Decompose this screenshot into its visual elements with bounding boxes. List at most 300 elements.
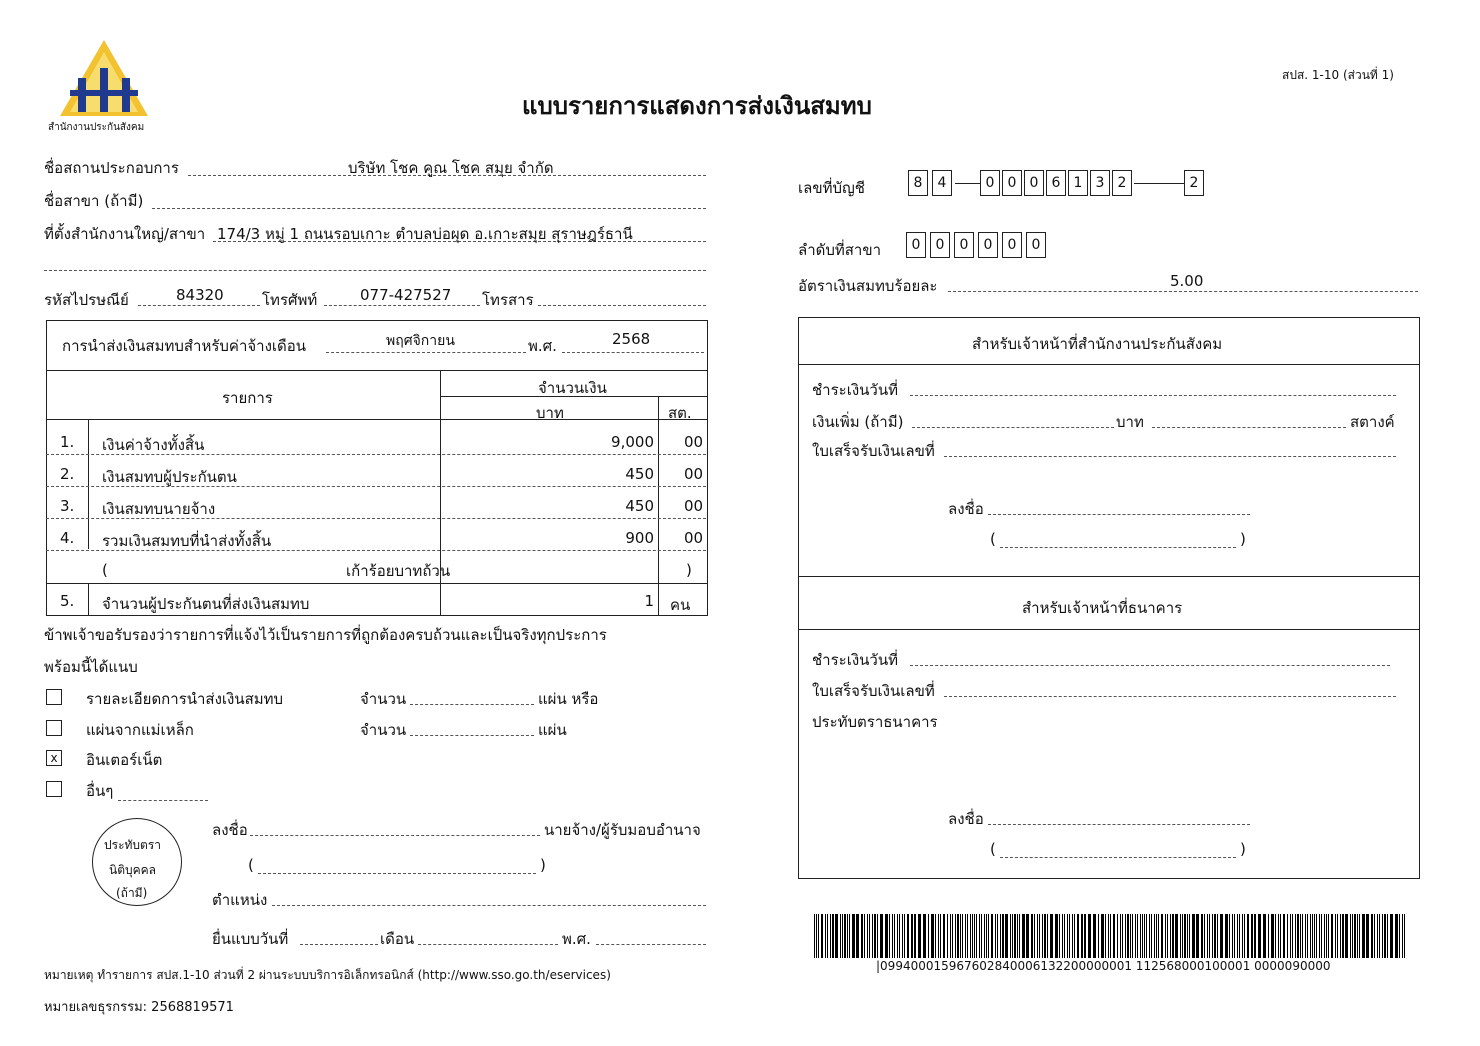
barcode-bar [1251,914,1253,958]
barcode-bar [844,914,846,958]
month-line [326,352,526,353]
account-digit: 0 [1024,170,1044,196]
barcode-bar [904,914,905,958]
barcode-bar [869,914,870,958]
barcode-bar [1359,914,1360,958]
barcode-bar [1044,914,1046,958]
stamp-line-2: นิติบุคคล [109,863,157,877]
barcode-bar [1165,914,1166,958]
barcode-bar [923,914,926,958]
account-digit: 2 [1112,170,1132,196]
barcode-bar [1151,914,1152,958]
barcode-bar [1047,914,1048,958]
row-dots [46,454,706,455]
barcode-bar [952,914,953,958]
barcode-bar [1140,914,1141,958]
bank-paid-line [910,665,1390,666]
barcode-bar [856,914,859,958]
bank-paren-open: ( [990,840,996,858]
row-2-label: เงินสมทบผู้ประกันตน [102,468,237,486]
barcode-bar [816,914,817,958]
barcode-bar [950,914,951,958]
phone-value: 077-427527 [360,286,452,304]
form-code: สปส. 1-10 (ส่วนที่ 1) [1282,68,1394,82]
barcode-bar [1314,914,1315,958]
sso-sign-line [988,514,1250,515]
barcode-bar [1290,914,1291,958]
barcode-bar [1217,914,1218,958]
barcode-bar [1319,914,1320,958]
barcode-bar [1093,914,1096,958]
barcode-bar [1010,914,1011,958]
attach-other-line [118,800,208,801]
barcode-bar [894,914,895,958]
fax-label: โทรสาร [482,291,534,309]
col-amount-header: จำนวนเงิน [538,379,607,397]
barcode-bar [1292,914,1293,958]
barcode-bar [1108,914,1109,958]
barcode-bar [938,914,939,958]
barcode-bar [1069,914,1070,958]
barcode-bar [1180,914,1181,958]
barcode-bar [1268,914,1269,958]
attach-other-label: อื่นๆ [86,782,114,800]
table-rule [88,583,89,615]
sso-surcharge-label: เงินเพิ่ม (ถ้ามี) [812,413,904,431]
barcode-bar [1239,914,1240,958]
barcode-bar [1012,914,1013,958]
insured-unit: คน [670,596,691,614]
barcode-bar [1297,914,1299,958]
barcode-bar [827,914,828,958]
barcode-bar [1310,914,1311,958]
account-digit: 1 [1068,170,1088,196]
attach-magnetic-qty-line [410,735,534,736]
employer-name-value: บริษัท โชค คูณ โชค สมุย จำกัด [348,159,554,177]
barcode-bar [1084,914,1086,958]
barcode-bar [1212,914,1213,958]
barcode-bar [914,914,916,958]
footer-note: หมายเหตุ ทำรายการ สปส.1-10 ส่วนที่ 2 ผ่านระบบบริการอิเล็กทรอนิกส์ (http://www.sso.go.th/eservices) [44,968,611,982]
branch-seq-label: ลำดับที่สาขา [798,241,882,259]
barcode-bar [1302,914,1303,958]
barcode-bar [1042,914,1043,958]
barcode-bar [1326,914,1327,958]
barcode-bar [1295,914,1296,958]
barcode-bar [911,914,913,958]
attach-checkbox-details[interactable] [46,689,62,705]
barcode-bar [957,914,959,958]
barcode-bar [1175,914,1178,958]
employer-position-label: ตำแหน่ง [212,891,268,909]
month-label: การนำส่งเงินสมทบสำหรับค่าจ้างเดือน [62,337,307,355]
bank-stamp-label: ประทับตราธนาคาร [812,713,938,731]
year-label: พ.ศ. [528,337,557,355]
barcode-bar [1146,914,1147,958]
submit-month-label: เดือน [380,930,415,948]
barcode-bar [864,914,865,958]
attach-checkbox-other[interactable] [46,781,62,797]
barcode-bar [1278,914,1279,958]
stamp-line-1: ประทับตรา [104,838,162,852]
barcode-bar [1275,914,1276,958]
sso-logo-icon [58,38,150,120]
attach-checkbox-internet[interactable]: x [46,750,62,766]
insured-count: 1 [644,592,654,610]
barcode-bar [1287,914,1288,958]
sso-sign-label: ลงชื่อ [948,500,984,518]
barcode-bar [872,914,873,958]
barcode-bar [943,914,945,958]
barcode-bar [1187,914,1188,958]
address-line-2 [44,270,706,271]
amount-in-words: เก้าร้อยบาทถ้วน [346,562,451,580]
barcode-bar [1387,914,1388,958]
barcode-bar [1225,914,1228,958]
postcode-line [138,305,260,306]
barcode-bar [979,914,980,958]
barcode-bar [972,914,973,958]
barcode-bar [1182,914,1183,958]
barcode-bar [892,914,893,958]
sso-satang-label: สตางค์ [1350,413,1395,431]
branch-name-line [152,208,706,209]
stamp-line-3: (ถ้ามี) [116,886,148,900]
employer-paren-line [258,873,536,874]
attach-details-qty-line [410,704,534,705]
row-5-no: 5. [60,592,75,610]
barcode-bar [974,914,975,958]
row-3-no: 3. [60,497,75,515]
barcode-bar [847,914,848,958]
barcode-bar [1220,914,1223,958]
year-line [562,352,704,353]
barcode-bar [1158,914,1159,958]
barcode-bar [1154,914,1155,958]
barcode-bar [1283,914,1285,958]
barcode-bar [1362,914,1365,958]
barcode-bar [1374,914,1375,958]
barcode-bar [877,914,878,958]
transaction-number: หมายเลขธุรกรรม: 2568819571 [44,1000,234,1015]
barcode-bar [1258,914,1261,958]
branch-digit: 0 [1002,232,1022,258]
barcode-bar [1081,914,1083,958]
month-value: พฤศจิกายน [386,333,455,349]
table-rule [46,583,707,584]
attach-magnetic-qty-label: จำนวน [360,721,407,739]
barcode-bar [1002,914,1004,958]
bank-sign-line [988,824,1250,825]
barcode-bar [1399,914,1400,958]
barcode-bar [967,914,968,958]
barcode-bar [1019,914,1020,958]
sso-paren-close: ) [1240,530,1246,548]
bank-receipt-label: ใบเสร็จรับเงินเลขที่ [812,682,935,700]
attach-magnetic-unit: แผ่น [538,721,567,739]
submit-year-label: พ.ศ. [562,930,591,948]
row-2-satang: 00 [684,465,704,483]
barcode-bar [1072,914,1073,958]
barcode-bar [1172,914,1174,958]
address-value: 174/3 หมู่ 1 ถนนรอบเกาะ ตำบลบ่อผุด อ.เกาะสมุย สุราษฎร์ธานี [217,225,633,243]
row-3-satang: 00 [684,497,704,515]
barcode-bar [1184,914,1186,958]
barcode-bar [1335,914,1336,958]
barcode-bar [1234,914,1235,958]
branch-name-label: ชื่อสาขา (ถ้ามี) [44,192,144,210]
barcode-bar [1204,914,1205,958]
row-dots [46,550,706,551]
branch-digit: 0 [978,232,998,258]
row-1-satang: 00 [684,433,704,451]
barcode-bar [991,914,993,958]
phone-label: โทรศัพท์ [262,291,318,309]
account-digit: 3 [1090,170,1110,196]
barcode-bar [1247,914,1249,958]
barcode-bar [1161,914,1163,958]
sso-paid-line [910,395,1396,396]
attach-checkbox-magnetic[interactable] [46,720,62,736]
barcode-bar [897,914,898,958]
barcode-bar [818,914,819,958]
barcode-bar [1026,914,1029,958]
barcode-bar [1039,914,1040,958]
barcode-bar [1144,914,1145,958]
employer-name-label: ชื่อสถานประกอบการ [44,159,179,177]
submit-date-line [300,944,378,945]
barcode-bar [1337,914,1338,958]
barcode-bar [1379,914,1380,958]
barcode-bar [880,914,883,958]
barcode-bar [1305,914,1306,958]
page-title: แบบรายการแสดงการส่งเงินสมทบ [522,92,872,120]
barcode-bar [1328,914,1329,958]
barcode-bar [1059,914,1060,958]
submit-date-label: ยื่นแบบวันที่ [212,930,289,948]
barcode-bar [955,914,956,958]
sso-paren-line [1000,547,1236,548]
barcode-bar [1300,914,1301,958]
barcode-bar [867,914,868,958]
employer-position-line [272,905,706,906]
barcode-bar [1340,914,1341,958]
account-dash [1134,183,1184,184]
barcode-bar [1110,914,1111,958]
fax-line [538,305,706,306]
barcode-bar [1404,914,1405,958]
barcode-bar [825,914,826,958]
barcode-bar [1149,914,1150,958]
attach-details-unit: แผ่น หรือ [538,690,599,708]
barcode-bar [960,914,961,958]
postcode-label: รหัสไปรษณีย์ [44,291,129,309]
row-dots [46,518,706,519]
col-items-header: รายการ [222,389,273,407]
barcode-bar [1050,914,1053,958]
barcode-bar [1064,914,1065,958]
barcode-bar [1382,914,1383,958]
barcode-bar [1192,914,1195,958]
branch-digit: 0 [930,232,950,258]
barcode-bar [940,914,941,958]
barcode-bar [1142,914,1143,958]
barcode-bar [1014,914,1016,958]
barcode-bar [1312,914,1313,958]
barcode-bar [1132,914,1133,958]
barcode-bar [1209,914,1210,958]
barcode-bar [995,914,996,958]
barcode-bar [1321,914,1322,958]
address-label: ที่ตั้งสำนักงานใหญ่/สาขา [44,225,206,243]
barcode-bar [918,914,921,958]
row-2-baht: 450 [625,465,654,483]
bank-paid-label: ชำระเงินวันที่ [812,651,898,669]
employer-sign-line [250,835,540,836]
barcode-bar [1402,914,1403,958]
submit-year-line [596,944,706,945]
row-1-label: เงินค่าจ้างทั้งสิ้น [102,436,205,454]
barcode-bar [1017,914,1018,958]
barcode-bar [840,914,841,958]
panel-rule [798,576,1419,577]
account-dash [955,183,980,184]
barcode-bar [1062,914,1063,958]
barcode-bar [902,914,903,958]
barcode-bar [1067,914,1068,958]
attach-magnetic-label: แผ่นจากแม่เหล็ก [86,721,194,739]
barcode-bar [1130,914,1131,958]
submit-month-line [418,944,558,945]
account-digit: 4 [932,170,952,196]
barcode [814,914,1408,958]
barcode-bar [1122,914,1123,958]
panel-rule [798,364,1419,365]
account-check-digit: 2 [1184,170,1204,196]
barcode-bar [1113,914,1115,958]
barcode-bar [1156,914,1157,958]
col-satang-header: สต. [668,404,692,422]
barcode-bar [885,914,888,958]
panel-rule [798,629,1419,630]
barcode-bar [1271,914,1274,958]
barcode-bar [1037,914,1038,958]
barcode-bar [832,914,834,958]
barcode-bar [1316,914,1317,958]
barcode-bar [907,914,909,958]
barcode-bar [1384,914,1386,958]
sso-baht-label: บาท [1116,413,1144,431]
barcode-bar [965,914,966,958]
sso-receipt-line [944,456,1396,457]
barcode-bar [1125,914,1126,958]
barcode-bar [1242,914,1243,958]
certify-text: ข้าพเจ้าขอรับรองว่ารายการที่แจ้งไว้เป็นรายการที่ถูกต้องครบถ้วนและเป็นจริงทุกประการ [44,626,607,644]
rate-value: 5.00 [1170,272,1204,290]
barcode-bar [1022,914,1025,958]
barcode-bar [970,914,971,958]
row-3-label: เงินสมทบนายจ้าง [102,500,216,518]
barcode-bar [1005,914,1008,958]
row-4-baht: 900 [625,529,654,547]
barcode-bar [1254,914,1256,958]
barcode-bar [1196,914,1199,958]
barcode-bar [1354,914,1356,958]
barcode-bar [1127,914,1129,958]
row-1-no: 1. [60,433,75,451]
row-4-satang: 00 [684,529,704,547]
row-4-no: 4. [60,529,75,547]
account-digit: 0 [1002,170,1022,196]
barcode-bar [947,914,948,958]
bank-sign-label: ลงชื่อ [948,810,984,828]
barcode-bar [1307,914,1308,958]
row-2-no: 2. [60,465,75,483]
barcode-bar [1189,914,1190,958]
barcode-bar [1366,914,1369,958]
barcode-bar [981,914,982,958]
barcode-bar [821,914,823,958]
barcode-bar [1263,914,1266,958]
barcode-bar [1214,914,1216,958]
barcode-bar [935,914,936,958]
barcode-bar [1371,914,1373,958]
employer-sign-role: นายจ้าง/ผู้รับมอบอำนาจ [544,821,701,839]
barcode-bar [931,914,934,958]
sso-paid-label: ชำระเงินวันที่ [812,381,898,399]
employer-paren-open: ( [248,856,254,874]
account-digit: 6 [1046,170,1066,196]
barcode-bar [1105,914,1106,958]
sso-receipt-label: ใบเสร็จรับเงินเลขที่ [812,442,935,460]
barcode-bar [899,914,900,958]
sso-logo [58,38,150,120]
account-label: เลขที่บัญชี [798,179,865,197]
barcode-bar [889,914,890,958]
branch-digit: 0 [906,232,926,258]
barcode-bar [976,914,977,958]
barcode-bar [861,914,863,958]
rate-label: อัตราเงินสมทบร้อยละ [798,277,938,295]
barcode-bar [997,914,998,958]
barcode-bar [1331,914,1333,958]
bank-paren-line [1000,857,1236,858]
barcode-bar [1117,914,1118,958]
barcode-bar [1101,914,1104,958]
barcode-bar [1137,914,1138,958]
phone-line [324,305,480,306]
employer-sign-label: ลงชื่อ [212,821,248,839]
barcode-bar [1280,914,1281,958]
row-4-label: รวมเงินสมทบที่นำส่งทั้งสิ้น [102,532,272,550]
bank-panel-title: สำหรับเจ้าหน้าที่ธนาคาร [1022,599,1183,617]
barcode-bar [1055,914,1058,958]
barcode-bar [1207,914,1208,958]
row-dots [46,486,706,487]
barcode-bar [1345,914,1348,958]
attach-details-label: รายละเอียดการนำส่งเงินสมทบ [86,690,284,708]
barcode-bar [1074,914,1075,958]
attach-internet-label: อินเตอร์เน็ต [86,751,163,769]
barcode-bar [874,914,876,958]
barcode-bar [1088,914,1091,958]
barcode-bar [1000,914,1001,958]
barcode-bar [814,914,815,958]
barcode-bar [852,914,855,958]
barcode-bar [1237,914,1238,958]
barcode-text: |099400015967602840006132200000001 112568000100001 0000090000 [876,959,1331,973]
sso-paren-open: ( [990,530,996,548]
